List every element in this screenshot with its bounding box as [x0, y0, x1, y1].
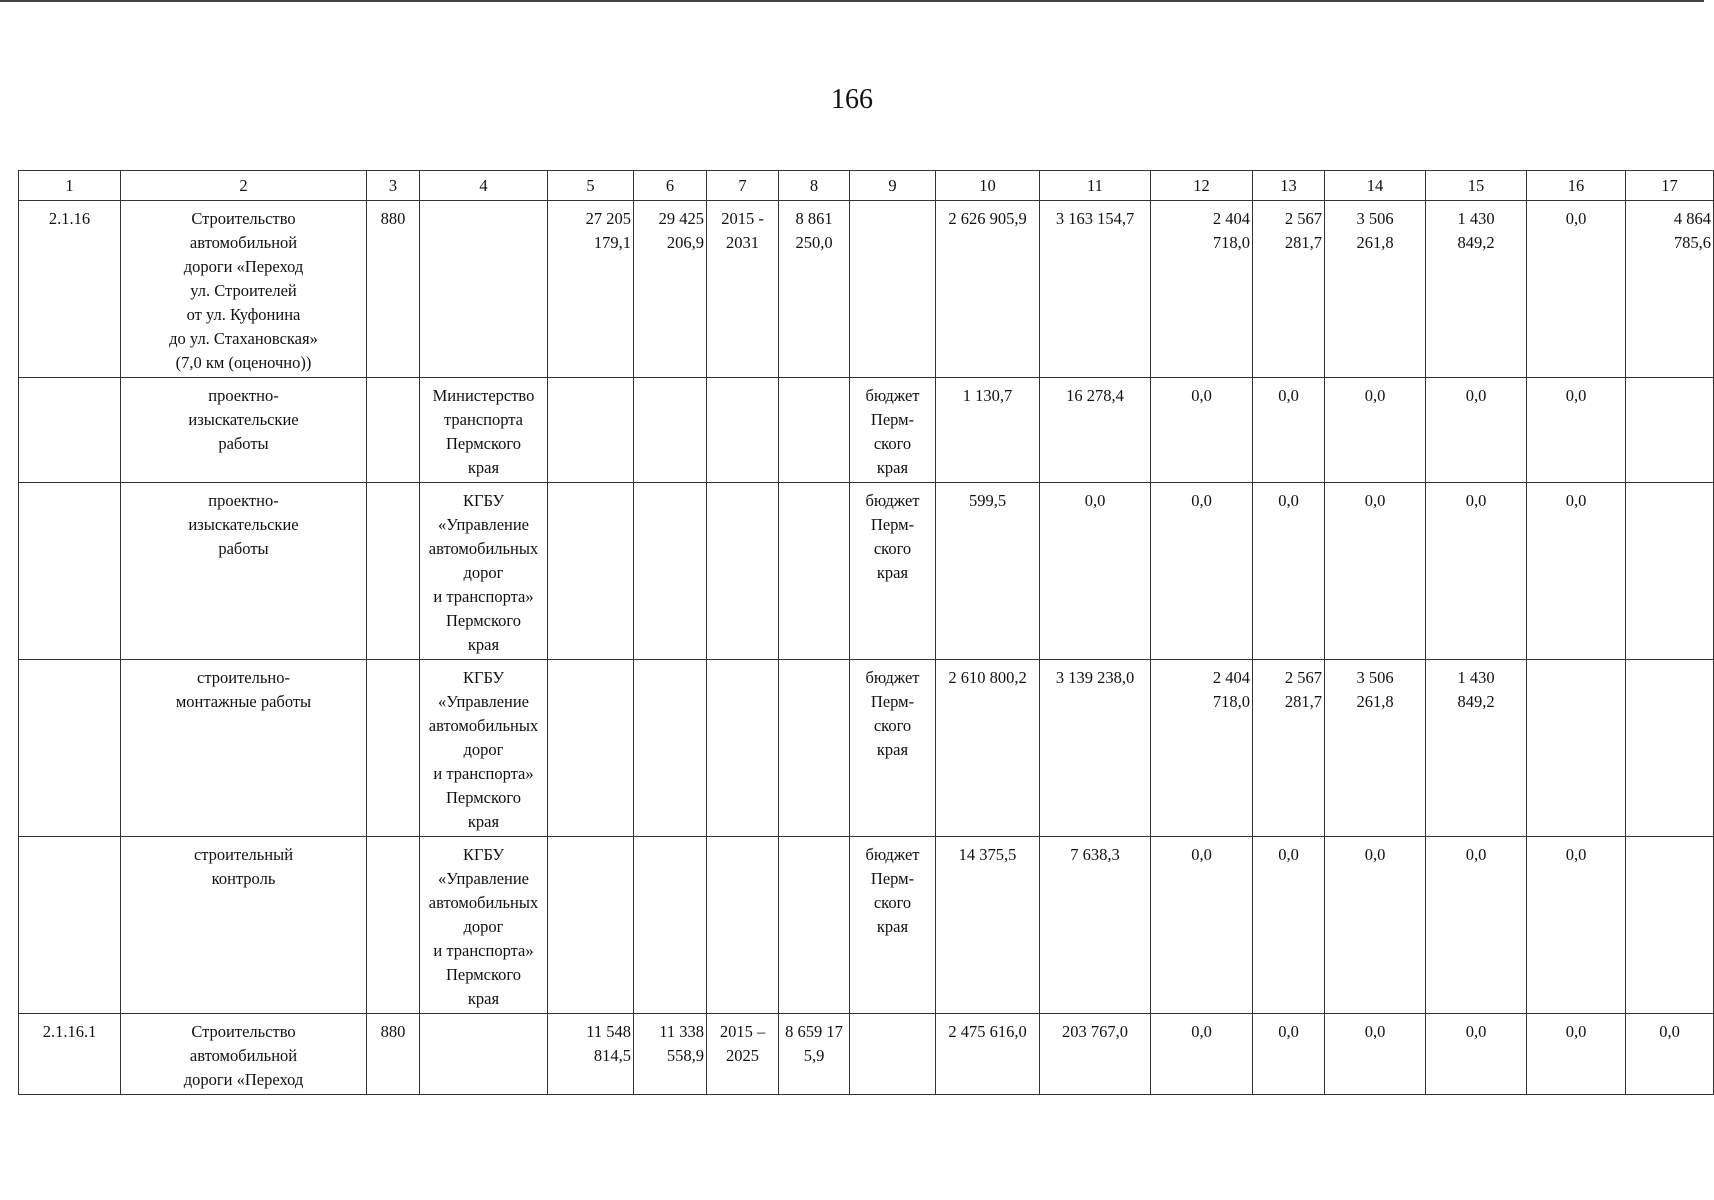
- header-cell: 6: [634, 171, 707, 201]
- cell-col15: 0,0: [1426, 1014, 1527, 1095]
- cell-col3: 880: [367, 201, 420, 378]
- cell-col15: 1 430 849,2: [1426, 660, 1527, 837]
- cell-col16: 0,0: [1527, 837, 1626, 1014]
- header-cell: 10: [936, 171, 1040, 201]
- cell-source: [850, 1014, 936, 1095]
- cell-executor: [420, 201, 548, 378]
- table-row: [19, 483, 1714, 660]
- cell-col10: 2 475 616,0: [936, 1014, 1040, 1095]
- cell-col17: [1626, 378, 1714, 483]
- cell-col5: [548, 483, 634, 660]
- cell-col16: 0,0: [1527, 483, 1626, 660]
- header-cell: 11: [1040, 171, 1151, 201]
- cell-col5: [548, 837, 634, 1014]
- cell-code: 2.1.16.1: [19, 1014, 121, 1095]
- cell-col15: 0,0: [1426, 378, 1527, 483]
- cell-col8: 8 861 250,0: [779, 201, 850, 378]
- cell-col16: [1527, 660, 1626, 837]
- cell-code: [19, 660, 121, 837]
- cell-col13: 2 567 281,7: [1253, 201, 1325, 378]
- cell-col12: 0,0: [1151, 483, 1253, 660]
- cell-col15: 1 430 849,2: [1426, 201, 1527, 378]
- cell-executor: Министерство транспорта Пермского края: [420, 378, 548, 483]
- cell-col15: 0,0: [1426, 483, 1527, 660]
- cell-col5: [548, 378, 634, 483]
- cell-col5: [548, 660, 634, 837]
- cell-col13: 0,0: [1253, 378, 1325, 483]
- cell-col3: [367, 660, 420, 837]
- table-row: [19, 378, 1714, 483]
- cell-period: [707, 378, 779, 483]
- cell-col11: 0,0: [1040, 483, 1151, 660]
- cell-col14: 0,0: [1325, 1014, 1426, 1095]
- cell-period: 2015 – 2025: [707, 1014, 779, 1095]
- header-cell: 2: [121, 171, 367, 201]
- cell-col5: 27 205 179,1: [548, 201, 634, 378]
- cell-col8: [779, 483, 850, 660]
- table-header-row: [19, 171, 1714, 201]
- cell-col11: 3 139 238,0: [1040, 660, 1151, 837]
- cell-col11: 3 163 154,7: [1040, 201, 1151, 378]
- cell-col14: 0,0: [1325, 378, 1426, 483]
- cell-col8: [779, 378, 850, 483]
- cell-col11: 16 278,4: [1040, 378, 1151, 483]
- cell-code: [19, 378, 121, 483]
- page-number: 166: [831, 84, 873, 115]
- header-cell: 16: [1527, 171, 1626, 201]
- cell-period: [707, 483, 779, 660]
- top-border-line: [0, 0, 1704, 2]
- cell-col11: 203 767,0: [1040, 1014, 1151, 1095]
- header-cell: 12: [1151, 171, 1253, 201]
- cell-col13: 0,0: [1253, 483, 1325, 660]
- cell-executor: [420, 1014, 548, 1095]
- cell-col10: 1 130,7: [936, 378, 1040, 483]
- cell-col14: 3 506 261,8: [1325, 660, 1426, 837]
- header-cell: 13: [1253, 171, 1325, 201]
- cell-name: строительный контроль: [121, 837, 367, 1014]
- cell-executor: КГБУ «Управление автомобильных дорог и транспорта» Пермского края: [420, 837, 548, 1014]
- header-cell: 14: [1325, 171, 1426, 201]
- cell-col17: [1626, 483, 1714, 660]
- cell-col13: 0,0: [1253, 837, 1325, 1014]
- cell-col10: 14 375,5: [936, 837, 1040, 1014]
- cell-col17: 0,0: [1626, 1014, 1714, 1095]
- cell-executor: КГБУ «Управление автомобильных дорог и транспорта» Пермского края: [420, 483, 548, 660]
- cell-col6: [634, 837, 707, 1014]
- header-cell: 3: [367, 171, 420, 201]
- cell-col13: 0,0: [1253, 1014, 1325, 1095]
- cell-col13: 2 567 281,7: [1253, 660, 1325, 837]
- header-cell: 15: [1426, 171, 1527, 201]
- cell-col3: 880: [367, 1014, 420, 1095]
- cell-source: бюджет Перм- ского края: [850, 837, 936, 1014]
- cell-period: [707, 660, 779, 837]
- cell-col12: 0,0: [1151, 1014, 1253, 1095]
- cell-col14: 0,0: [1325, 483, 1426, 660]
- cell-code: 2.1.16: [19, 201, 121, 378]
- header-cell: 17: [1626, 171, 1714, 201]
- cell-source: [850, 201, 936, 378]
- cell-col15: 0,0: [1426, 837, 1527, 1014]
- cell-col10: 2 626 905,9: [936, 201, 1040, 378]
- cell-col12: 2 404 718,0: [1151, 660, 1253, 837]
- cell-col12: 2 404 718,0: [1151, 201, 1253, 378]
- cell-col10: 2 610 800,2: [936, 660, 1040, 837]
- table-row: [19, 201, 1714, 378]
- cell-col10: 599,5: [936, 483, 1040, 660]
- header-cell: 4: [420, 171, 548, 201]
- cell-col3: [367, 837, 420, 1014]
- cell-col14: 0,0: [1325, 837, 1426, 1014]
- cell-source: бюджет Перм- ского края: [850, 483, 936, 660]
- cell-name: Строительство автомобильной дороги «Переход: [121, 1014, 367, 1095]
- cell-period: 2015 - 2031: [707, 201, 779, 378]
- cell-col8: [779, 837, 850, 1014]
- cell-col5: 11 548 814,5: [548, 1014, 634, 1095]
- cell-col6: 29 425 206,9: [634, 201, 707, 378]
- cell-col12: 0,0: [1151, 837, 1253, 1014]
- cell-name: Строительство автомобильной дороги «Переход ул. Строителей от ул. Куфонина до ул. Стахановская» (7,0 км (оценочно)): [121, 201, 367, 378]
- cell-code: [19, 483, 121, 660]
- cell-name: проектно- изыскательские работы: [121, 378, 367, 483]
- cell-col8: 8 659 17 5,9: [779, 1014, 850, 1095]
- table-row: [19, 837, 1714, 1014]
- cell-col11: 7 638,3: [1040, 837, 1151, 1014]
- cell-col6: [634, 660, 707, 837]
- cell-period: [707, 837, 779, 1014]
- cell-col17: [1626, 837, 1714, 1014]
- budget-table: [18, 170, 1714, 1095]
- cell-name: проектно- изыскательские работы: [121, 483, 367, 660]
- header-cell: 5: [548, 171, 634, 201]
- cell-col17: 4 864 785,6: [1626, 201, 1714, 378]
- table-row: [19, 1014, 1714, 1095]
- cell-source: бюджет Перм- ского края: [850, 378, 936, 483]
- cell-col16: 0,0: [1527, 201, 1626, 378]
- cell-col16: 0,0: [1527, 378, 1626, 483]
- cell-col3: [367, 378, 420, 483]
- cell-code: [19, 837, 121, 1014]
- header-cell: 7: [707, 171, 779, 201]
- cell-col3: [367, 483, 420, 660]
- cell-col17: [1626, 660, 1714, 837]
- cell-col6: [634, 378, 707, 483]
- cell-col14: 3 506 261,8: [1325, 201, 1426, 378]
- header-cell: 8: [779, 171, 850, 201]
- cell-col12: 0,0: [1151, 378, 1253, 483]
- cell-col8: [779, 660, 850, 837]
- cell-executor: КГБУ «Управление автомобильных дорог и транспорта» Пермского края: [420, 660, 548, 837]
- header-cell: 1: [19, 171, 121, 201]
- cell-col16: 0,0: [1527, 1014, 1626, 1095]
- cell-col6: [634, 483, 707, 660]
- header-cell: 9: [850, 171, 936, 201]
- cell-col6: 11 338 558,9: [634, 1014, 707, 1095]
- cell-name: строительно- монтажные работы: [121, 660, 367, 837]
- cell-source: бюджет Перм- ского края: [850, 660, 936, 837]
- table-row: [19, 660, 1714, 837]
